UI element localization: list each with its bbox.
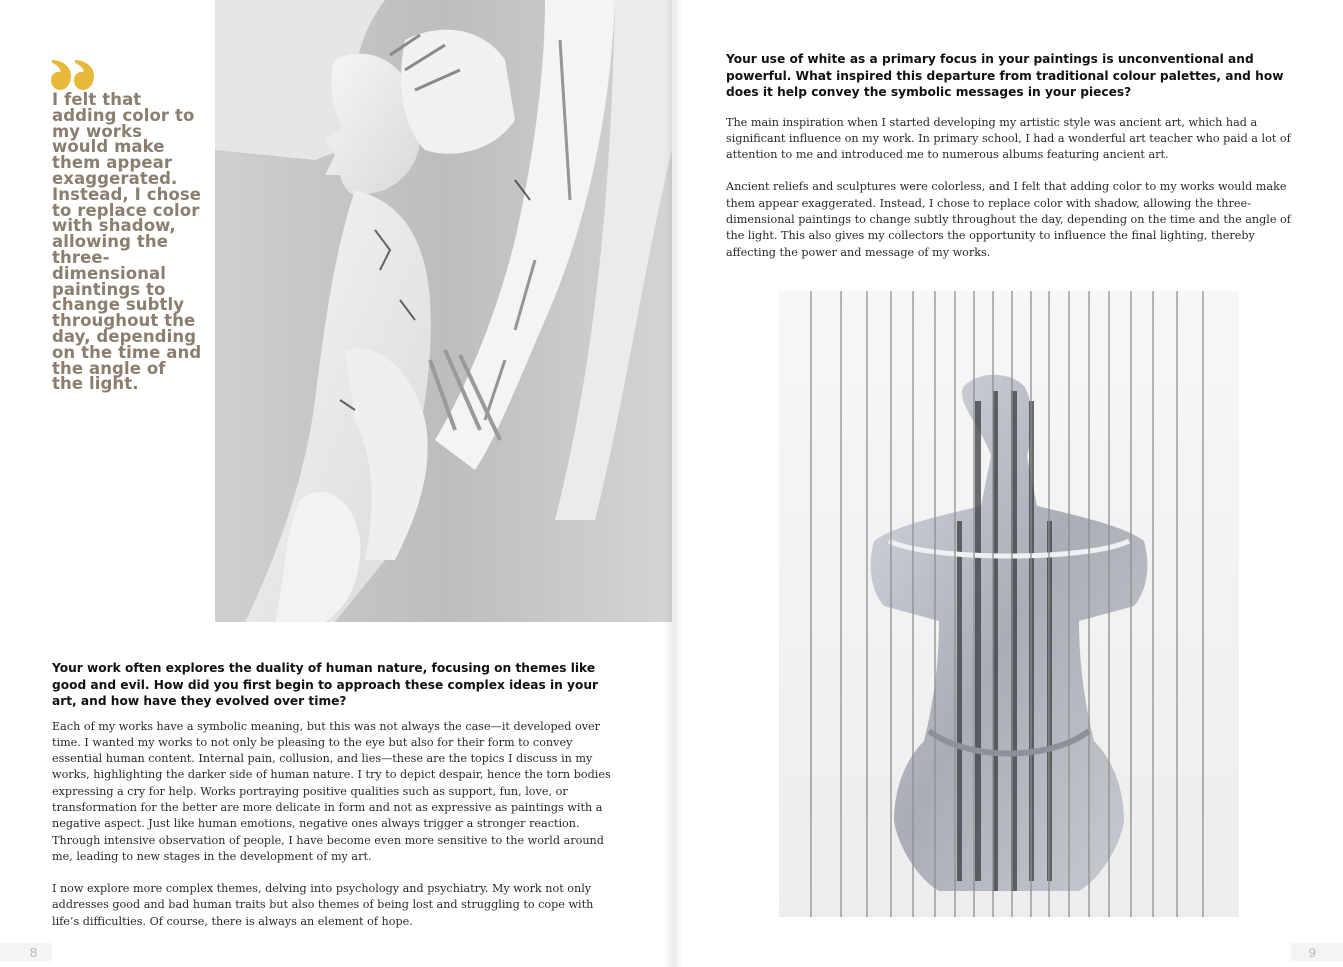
pull-quote: I felt that adding color to my works would make them appear exaggerated. Instead, I chose to replace color with shadow, allowing the three-dimensional paintings to change subtly throughout the day, depending on the time and the angle of the light.	[52, 90, 202, 394]
page-number-strip	[1291, 943, 1343, 961]
page-number: 9	[1308, 945, 1316, 960]
interview-question: Your use of white as a primary focus in your paintings is unconventional and powerful. What inspired this departure from traditional colour palettes, and how does it help convey the symbolic messages in your pieces?	[726, 52, 1284, 99]
interview-answer	[726, 115, 1292, 261]
page-number: 8	[30, 945, 38, 960]
left-interview-block	[52, 660, 622, 930]
sculpture-photo-torso-strings	[779, 291, 1239, 917]
interview-question: Your work often explores the duality of human nature, focusing on themes like good and evil. How did you first begin to approach these complex ideas in your art, and how have they evolved over time?	[52, 661, 599, 708]
answer-paragraph: Ancient reliefs and sculptures were colorless, and I felt that adding color to my works would make them appear exaggerated. Instead, I chose to replace color with shadow, allowing the three-dimensional paintings to change subtly throughout the day, depending on the time and the angle of the light. This also gives my collectors the opportunity to influence the final lighting, thereby affecting the power and message of my works.	[726, 180, 1291, 259]
answer-paragraph: I now explore more complex themes, delving into psychology and psychiatry. My work not only addresses good and bad human traits but also themes of being lost and struggling to cope with life’s difficulties. Of course, there is always an element of hope.	[52, 882, 594, 928]
interview-answer	[52, 719, 622, 931]
quote-mark-icon	[50, 58, 96, 92]
sculpture-photo-hands	[215, 0, 672, 622]
page-number-strip	[0, 943, 52, 961]
right-interview-block	[726, 51, 1292, 261]
answer-paragraph: Each of my works have a symbolic meaning, but this was not always the case—it developed over time. I wanted my works to not only be pleasing to the eye but also for their form to convey essential human content. Internal pain, collusion, and lies—these are the topics I discuss in my works, highlighting the darker side of human nature. I try to depict despair, hence the torn bodies expressing a cry for help. Works portraying positive qualities such as support, fun, love, or transformation for the better are more delicate in form and not as expressive as paintings with a negative aspect. Just like human emotions, negative ones always trigger a stronger reaction. Through intensive observation of people, I have become even more sensitive to the world around me, leading to new stages in the development of my art.	[52, 719, 611, 863]
answer-paragraph: The main inspiration when I started developing my artistic style was ancient art, which had a significant influence on my work. In primary school, I had a wonderful art teacher who paid a lot of attention to me and introduced me to numerous albums featuring ancient art.	[726, 115, 1291, 162]
right-page	[672, 0, 1343, 967]
book-gutter	[664, 0, 682, 967]
